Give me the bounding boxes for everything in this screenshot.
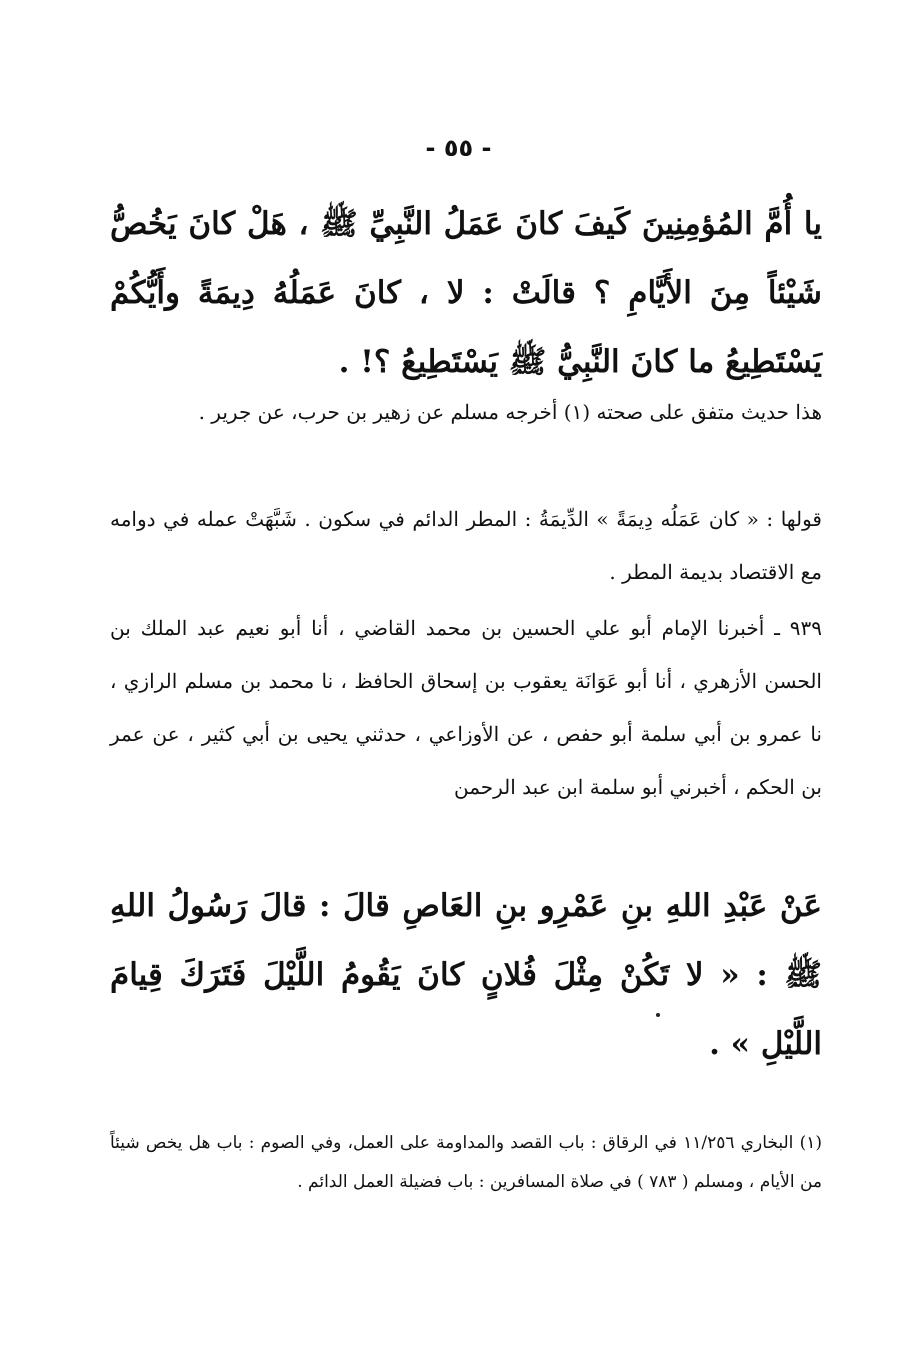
hadith-abdullah-text: عَنْ عَبْدِ اللهِ بنِ عَمْرِو بنِ العَاصِ قالَ : قالَ رَسُولُ اللهِ ﷺ : « لا تَكُنْ مِثْلَ فُلانٍ كانَ يَقُومُ اللَّيْلَ فَتَرَكَ قِيامَ اللَّيْلِ » . — [110, 888, 822, 1062]
ink-speck — [656, 1013, 660, 1017]
commentary-dima-explanation: قولها : « كان عَمَلُه دِيمَةً » الدِّيمَةُ : المطر الدائم في سكون . شَبَّهَتْ عمله في دوامه مع الاقتصاد بديمة المطر . — [110, 507, 822, 584]
commentary-takhrij: هذا حديث متفق على صحته (١) أخرجه مسلم عن زهير بن حرب، عن جرير . — [198, 400, 822, 424]
narration-939-isnad: ٩٣٩ ـ أخبرنا الإمام أبو علي الحسين بن محمد القاضي ، أنا أبو نعيم عبد الملك بن الحسن الأزهري ، أنا أبو عَوَانَة يعقوب بن إسحاق الحافظ ، نا محمد بن مسلم الرازي ، نا عمرو بن أبي سلمة أبو حفص ، عن الأوزاعي ، حدثني يحيى بن أبي كثير ، عن عمر بن الحكم ، أخبرني أبو سلمة ابن عبد الرحمن — [110, 616, 822, 799]
page-number: - ٥٥ - — [425, 134, 492, 162]
hadith-aisha-text: يا أُمَّ المُؤمِنِينَ كَيفَ كانَ عَمَلُ النَّبِيِّ ﷺ ، هَلْ كانَ يَخُصُّ شَيْئاً مِنَ الأَيَّامِ ؟ قالَتْ : لا ، كانَ عَمَلُهُ دِيمَةً وأَيُّكُمْ يَسْتَطِيعُ ما كانَ النَّبِيُّ ﷺ يَسْتَطِيعُ ؟! . — [110, 206, 822, 380]
footnote-1: (١) البخاري ١١/٢٥٦ في الرقاق : باب القصد والمداومة على العمل، وفي الصوم : باب هل يخص شيئاً من الأيام ، ومسلم ( ٧٨٣ ) في صلاة المسافرين : باب فضيلة العمل الدائم . — [110, 1133, 822, 1192]
